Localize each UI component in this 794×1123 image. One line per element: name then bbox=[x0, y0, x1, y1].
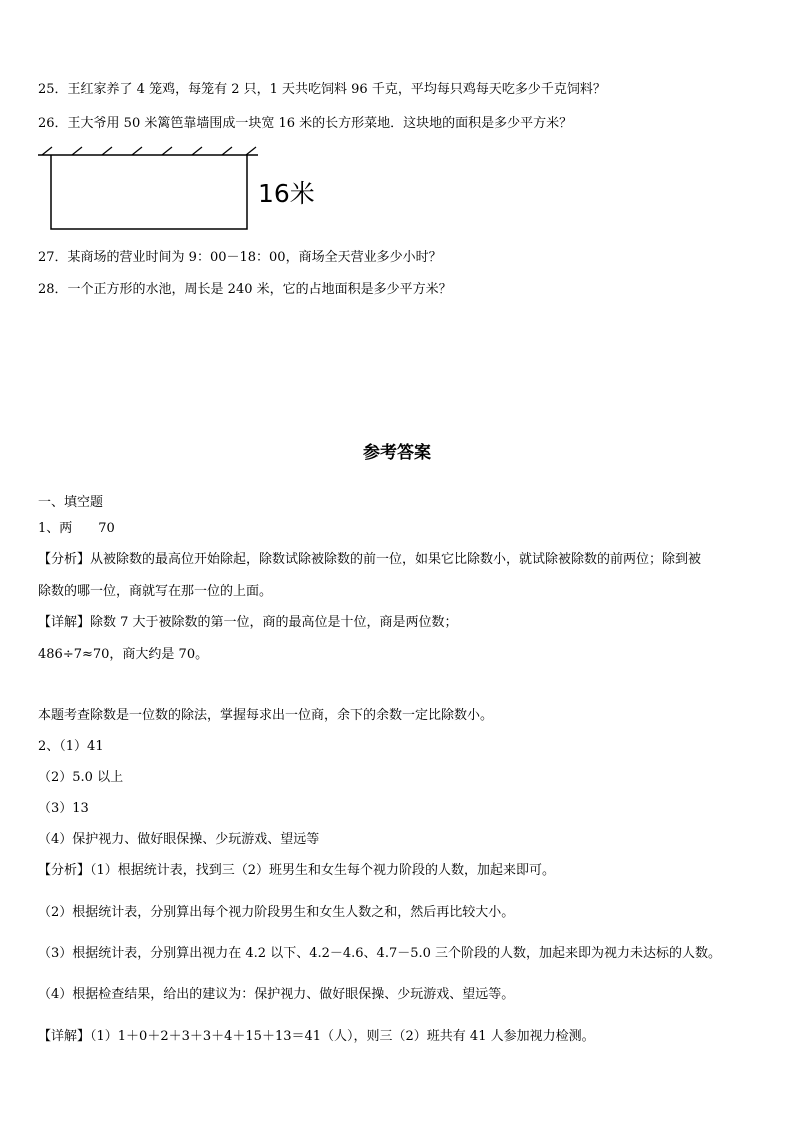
question-28: 28．一个正方形的水池，周长是 240 米，它的占地面积是多少平方米？ bbox=[38, 282, 452, 297]
answer-1-note: 本题考查除数是一位数的除法，掌握每求出一位商，余下的余数一定比除数小。 bbox=[38, 708, 494, 723]
garden-rectangle bbox=[51, 155, 247, 229]
answer-2-analysis-2: （2）根据统计表，分别算出每个视力阶段男生和女生人数之和，然后再比较大小。 bbox=[38, 905, 515, 920]
answer-2-part-3: （3）13 bbox=[38, 801, 89, 816]
answer-2-detail-1: 【详解】（1）1＋0＋2＋3＋3＋4＋15＋13＝41（人），则三（2）班共有 41 人参加视力检测。 bbox=[38, 1029, 595, 1044]
answer-2-analysis-3: （3）根据统计表，分别算出视力在 4.2 以下、4.2－4.6、4.7－5.0 三个阶段的人数，加起来即为视力未达标的人数。 bbox=[38, 946, 722, 961]
answer-1-head: 1、两 70 bbox=[38, 521, 115, 536]
answer-2-analysis-4: （4）根据检查结果，给出的建议为：保护视力、做好眼保操、少玩游戏、望远等。 bbox=[38, 987, 515, 1002]
answer-2-part-4: （4）保护视力、做好眼保操、少玩游戏、望远等 bbox=[38, 832, 320, 847]
answer-1-detail-line-2: 486÷7≈70，商大约是 70。 bbox=[38, 647, 209, 662]
answer-2-part-1: 2、（1）41 bbox=[38, 739, 104, 754]
answer-1-analysis-line-2: 除数的哪一位，商就写在那一位的上面。 bbox=[38, 584, 273, 599]
question-25: 25．王红家养了 4 笼鸡，每笼有 2 只，1 天共吃饲料 96 千克，平均每只鸡每天吃多少千克饲料？ bbox=[38, 82, 606, 97]
answers-title: 参考答案 bbox=[363, 443, 431, 463]
answer-1-detail-line-1: 【详解】除数 7 大于被除数的第一位，商的最高位是十位，商是两位数； bbox=[38, 615, 458, 630]
wall-hatching bbox=[42, 147, 256, 155]
width-label: 16米 bbox=[258, 179, 315, 208]
answer-2-analysis-1: 【分析】（1）根据统计表，找到三（2）班男生和女生每个视力阶段的人数，加起来即可。 bbox=[38, 863, 556, 878]
section-heading: 一、填空题 bbox=[38, 495, 104, 510]
answer-2-part-2: （2）5.0 以上 bbox=[38, 770, 124, 785]
wall-rectangle-figure bbox=[36, 143, 266, 235]
question-26: 26．王大爷用 50 米篱笆靠墙围成一块宽 16 米的长方形菜地．这块地的面积是多少平方米？ bbox=[38, 116, 573, 131]
question-27: 27．某商场的营业时间为 9：00－18：00，商场全天营业多少小时？ bbox=[38, 250, 442, 265]
answer-1-analysis-line-1: 【分析】从被除数的最高位开始除起，除数试除被除数的前一位，如果它比除数小，就试除被除数的前两位；除到被 bbox=[38, 552, 702, 567]
